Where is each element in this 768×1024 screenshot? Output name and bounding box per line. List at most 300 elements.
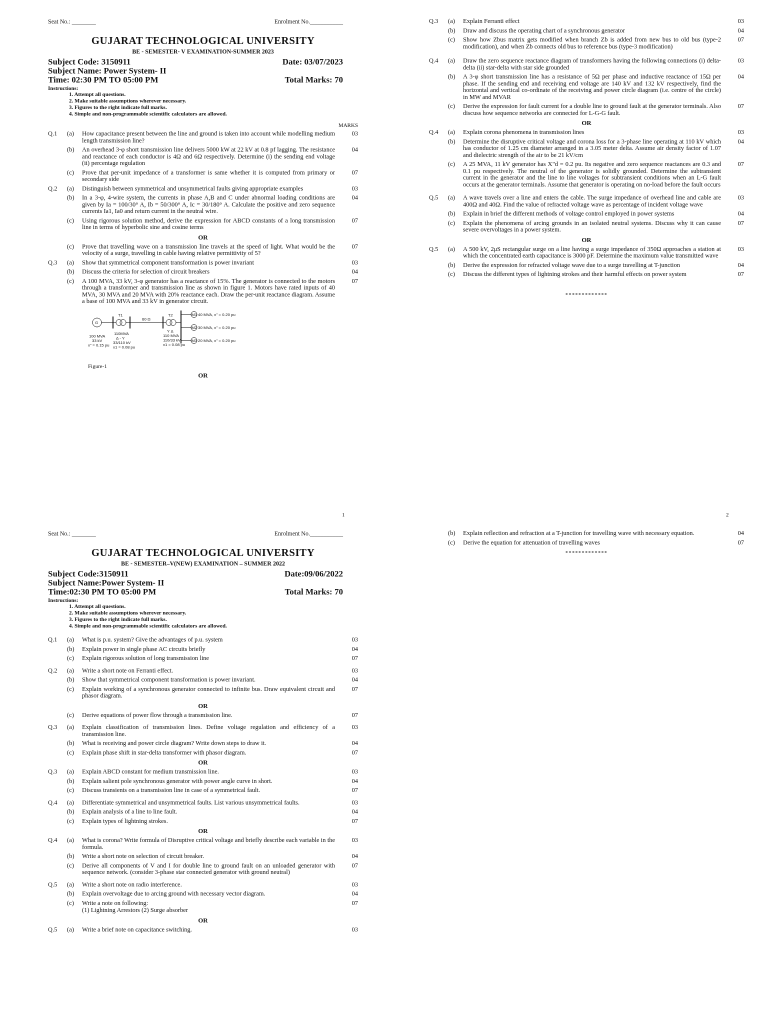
question-text: Show that symmetrical component transformation is power invariant bbox=[82, 258, 255, 266]
question-marks: 07 bbox=[737, 102, 744, 110]
question-part: (b) bbox=[67, 645, 75, 653]
question-marks: 07 bbox=[351, 817, 358, 825]
question-text: Explain the phenomena of arcing grounds in an isolated neutral systems. Discuss why it can cause severe overvoltages in a power system. bbox=[463, 219, 721, 233]
question-part: (c) bbox=[448, 219, 455, 227]
question-part: (c) bbox=[67, 168, 74, 176]
question-text: A 100 MVA, 33 kV, 3-φ generator has a reactance of 15%. The generator is connected to the motors through a transformer and transmission line as shown in figure 1. Motors have rated inputs of 40 MVA, 30 MVA and 20 MVA with 20% reactance each. Draw the per-unit reactance diagram. Assume a base of 100 MVA and 33 kV in generator circuit. bbox=[82, 277, 335, 305]
question-number bbox=[48, 809, 66, 816]
t2-rating-3: 110/33 kV bbox=[163, 337, 181, 343]
question-part: (c) bbox=[448, 538, 455, 546]
question-number bbox=[429, 103, 447, 117]
question-text: In a 3-φ, 4-wire system, the currents in phase A,B and C under abnormal loading conditions are given by Ia = 100/30° A, Ib = 50/300° A, Ic = 30/180° A. Calculate the positive and zero sequence currents Ia1, Ia0 and return current in the neutral wire. bbox=[82, 194, 335, 215]
question-number bbox=[429, 161, 447, 188]
question-row bbox=[429, 58, 744, 72]
instruction-item: 2. Make suitable assumptions wherever necessary. bbox=[69, 610, 187, 616]
seat-enrolment-row bbox=[48, 530, 358, 538]
question-row bbox=[48, 809, 358, 816]
or-separator: OR bbox=[198, 758, 208, 766]
motor-m3-label: M3 bbox=[191, 337, 198, 343]
question-part: (a) bbox=[448, 57, 455, 64]
question-row bbox=[429, 195, 744, 209]
question-text: Write a brief note on capacitance switching. bbox=[82, 925, 192, 933]
exam-date: Date: 03/07/2023 bbox=[282, 57, 343, 67]
question-number bbox=[48, 217, 66, 231]
question-part: (c) bbox=[67, 216, 74, 224]
instruction-item: 4. Simple and non-programmable scientific calculators are allowed. bbox=[69, 111, 227, 117]
question-marks: 03 bbox=[351, 258, 358, 266]
question-text: How capacitance present between the line and ground is taken into account while modelling medium length transmission line? bbox=[82, 130, 335, 144]
question-marks: 04 bbox=[737, 26, 744, 34]
question-text: Explain in brief the different methods of voltage control employed in power systems bbox=[463, 210, 675, 217]
q4-or-block bbox=[429, 129, 744, 188]
question-row bbox=[48, 259, 358, 266]
question-marks: 04 bbox=[351, 739, 358, 747]
question-row bbox=[429, 18, 744, 25]
question-marks: 04 bbox=[737, 529, 744, 537]
question-row bbox=[429, 539, 744, 546]
question-row bbox=[48, 749, 358, 756]
motor-m3-rating: 20 MVA, x" = 0.20 pu bbox=[198, 337, 236, 343]
question-row bbox=[48, 799, 358, 806]
question-number bbox=[48, 243, 66, 257]
question-marks: 03 bbox=[737, 194, 744, 201]
or-separator: OR bbox=[581, 119, 592, 127]
question-part: (b) bbox=[448, 26, 456, 34]
motor-m2-label: M2 bbox=[191, 324, 198, 330]
line-impedance-label: 60 Ω bbox=[142, 316, 151, 322]
question-number bbox=[48, 278, 66, 305]
question-part: (b) bbox=[448, 137, 456, 145]
figure-caption: Figure-1 bbox=[88, 363, 107, 370]
question-text: Explain salient pole synchronous generator with power angle curve in short. bbox=[82, 777, 273, 785]
subject-code: Subject Code: 3150911 bbox=[48, 57, 131, 67]
question-marks: 04 bbox=[351, 676, 358, 683]
question-text: Prove that per-unit impedance of a transformer is same whether it is computed from primary or secondary side bbox=[82, 168, 335, 183]
or-separator: OR bbox=[198, 233, 208, 241]
question-row bbox=[48, 637, 358, 644]
question-part: (b) bbox=[67, 676, 75, 683]
question-part: (c) bbox=[67, 817, 74, 825]
question-part: (a) bbox=[67, 130, 74, 137]
question-number bbox=[429, 271, 447, 278]
question-marks: 03 bbox=[351, 768, 358, 775]
q5-or-rest-block bbox=[429, 530, 744, 546]
end-stars: ************* bbox=[565, 550, 608, 556]
question-marks: 07 bbox=[351, 216, 358, 224]
question-number: Q.3 bbox=[48, 768, 58, 775]
question-text: Write a short note on Ferranti effect. bbox=[82, 666, 174, 674]
or-separator: OR bbox=[198, 371, 208, 379]
question-text: Using rigorous solution method, derive the expression for ABCD constants of a long transmission line in terms of hyperbolic sine and cosine terms bbox=[82, 216, 335, 231]
question-marks: 03 bbox=[351, 925, 358, 933]
question-number: Q.5 bbox=[48, 925, 58, 933]
question-marks: 07 bbox=[737, 538, 744, 546]
question-part: (a) bbox=[67, 836, 74, 844]
question-marks: 07 bbox=[351, 654, 358, 662]
question-row bbox=[429, 211, 744, 218]
question-text: Explain ABCD constant for medium transmission line. bbox=[82, 768, 219, 775]
question-part: (c) bbox=[67, 654, 74, 662]
question-text: An overhead 3-φ short transmission line delivers 5000 kW at 22 kV at 0.8 pf lagging. The resistance and reactance of each conductor is 4Ω and 6Ω respectively. Determine (i) the sending end voltage (ii) percentage regulation bbox=[82, 146, 335, 167]
question-number bbox=[429, 220, 447, 234]
question-row bbox=[429, 103, 744, 117]
or-separator: OR bbox=[198, 701, 208, 710]
paper1-page-1 bbox=[0, 0, 384, 518]
question-text: A wave travels over a line and enters the cable. The surge impedance of overhead line and cable are 400Ω and 40Ω. Find the value of refracted voltage wave as percentage of incident voltage wave bbox=[463, 194, 721, 208]
or-separator: OR bbox=[581, 235, 592, 244]
question-number: Q.1 bbox=[48, 130, 58, 137]
question-part: (a) bbox=[448, 128, 455, 136]
question-marks: 07 bbox=[737, 36, 744, 43]
question-part: (a) bbox=[67, 925, 74, 933]
question-part: (a) bbox=[67, 636, 74, 643]
marks-heading: MARKS bbox=[338, 122, 358, 129]
question-row bbox=[48, 900, 358, 907]
question-number bbox=[429, 539, 447, 546]
question-marks: 03 bbox=[351, 798, 358, 806]
time-row bbox=[48, 76, 358, 85]
question-number bbox=[48, 655, 66, 662]
question-row bbox=[48, 686, 358, 700]
university-title: GUJARAT TECHNOLOGICAL UNIVERSITY bbox=[91, 34, 315, 47]
question-text: What is receiving and power circle diagram? Write down steps to draw it. bbox=[82, 739, 267, 747]
question-text: Prove that travelling wave on a transmission line travels at the speed of light. What would be the velocity of a surge, travelling in cable having relative permittivity of 5? bbox=[82, 242, 335, 257]
instruction-item: 3. Figures to the right indicate full marks. bbox=[69, 104, 167, 111]
question-text: Show that symmetrical component transformation is power invariant. bbox=[82, 676, 256, 683]
q2-block bbox=[48, 185, 358, 231]
total-marks: Total Marks: 70 bbox=[284, 75, 343, 85]
question-row bbox=[48, 740, 358, 747]
or-separator: OR bbox=[198, 916, 208, 924]
motor-m1-label: M1 bbox=[191, 311, 198, 317]
t1-rating-3: 33/110 kV bbox=[113, 339, 131, 345]
question-row bbox=[429, 246, 744, 260]
question-text: Explain Ferranti effect bbox=[463, 17, 520, 25]
question-number: Q.5 bbox=[429, 194, 439, 201]
t1-label: T1 bbox=[118, 312, 123, 318]
question-number bbox=[48, 147, 66, 167]
question-marks: 07 bbox=[737, 270, 744, 278]
instruction-item: 4. Simple and non-programmable scientific calculators are allowed. bbox=[69, 623, 227, 629]
instruction-item: 1. Attempt all questions. bbox=[69, 603, 126, 610]
question-part: (b) bbox=[448, 73, 456, 80]
motor-m2-rating: 30 MVA, x" = 0.20 pu bbox=[198, 324, 236, 330]
question-row bbox=[429, 262, 744, 269]
question-marks: 04 bbox=[351, 777, 358, 785]
instructions-title: Instructions: bbox=[48, 597, 79, 604]
question-text: Discuss the criteria for selection of circuit breakers bbox=[82, 268, 210, 275]
question-text: A 3-φ short transmission line has a resistance of 5Ω per phase and inductive reactance of 15Ω per phase. If the sending end and receiving end voltage are 140 kV and 132 kV respectively, find the horizontal and vertical co-ordinate of the receiving and power circle diagram (i.e. centre of the circle) in MW and MVAR bbox=[463, 73, 721, 101]
question-marks: 03 bbox=[351, 666, 358, 674]
q3-block bbox=[48, 724, 358, 756]
question-number bbox=[48, 677, 66, 684]
exam-time: Time:02:30 PM TO 05:00 PM bbox=[48, 587, 157, 597]
question-number: Q.5 bbox=[429, 245, 439, 253]
paper2-page-2 bbox=[384, 512, 768, 1024]
question-number bbox=[48, 269, 66, 276]
question-part: (b) bbox=[67, 268, 75, 275]
question-marks: 04 bbox=[351, 852, 358, 860]
question-row bbox=[429, 74, 744, 101]
question-number bbox=[48, 778, 66, 785]
question-part: (c) bbox=[448, 36, 455, 43]
seat-enrolment-row bbox=[48, 18, 358, 26]
question-row bbox=[429, 271, 744, 278]
question-number: Q.4 bbox=[48, 798, 58, 806]
question-number bbox=[48, 787, 66, 794]
question-part: (a) bbox=[67, 184, 74, 192]
question-row bbox=[48, 712, 358, 719]
question-text: Discuss the different types of lightning strokes and their harmful effects on power system bbox=[463, 270, 687, 278]
instruction-item: 2. Make suitable assumptions wherever necessary. bbox=[69, 98, 187, 104]
generator-label: G bbox=[95, 319, 99, 325]
question-row bbox=[48, 655, 358, 662]
question-part: (b) bbox=[448, 529, 456, 537]
question-marks: 07 bbox=[351, 861, 358, 869]
question-text: A 25 MVA, 11 kV generator has X"d = 0.2 pu. Its negative and zero sequence reactances are 0.3 and 0.1 pu respectively. The neutral of the generator is solidly grounded. Determine the subtransient current in the generator and the line to line voltages for subtransient conditions when an L-G fault occurs at the generator terminals. Assume that generator is operating on no-load before the fault occurs bbox=[463, 160, 721, 188]
question-marks: 07 bbox=[737, 160, 744, 168]
question-number: Q.3 bbox=[48, 723, 58, 731]
t2-rating-4: x1 = 0.08 pu bbox=[163, 341, 186, 347]
question-marks: 03 bbox=[737, 245, 744, 253]
question-number bbox=[48, 749, 66, 756]
question-marks: 04 bbox=[351, 194, 358, 201]
time-row bbox=[48, 588, 358, 597]
question-row bbox=[429, 37, 744, 51]
exam-date: Date:09/06/2022 bbox=[284, 569, 343, 579]
t2-label: T2 bbox=[168, 312, 173, 318]
question-part: (c) bbox=[67, 711, 74, 719]
gen-rating-1: 100 MVA bbox=[89, 333, 106, 339]
exam-title: BE - SEMESTER- V EXAMINATION-SUMMER 2023 bbox=[132, 48, 274, 55]
question-part: (a) bbox=[67, 798, 74, 806]
question-row bbox=[48, 169, 358, 183]
instructions-title: Instructions: bbox=[48, 85, 79, 92]
question-marks: 03 bbox=[351, 636, 358, 643]
question-number: Q.4 bbox=[48, 836, 58, 844]
q3-or-block bbox=[429, 18, 744, 50]
question-part: (c) bbox=[448, 270, 455, 278]
question-text: What is corona? Write formula of Disruptive critical voltage and briefly describe each variable in the formula. bbox=[82, 836, 335, 851]
question-row bbox=[48, 278, 358, 305]
question-text: Show how Zbus matrix gets modified when branch Zb is added from new bus to old bus (type-2 modification), and when Zb connects old bus to reference bus (type-3 modification) bbox=[463, 36, 721, 50]
q5c-items bbox=[48, 907, 358, 914]
question-row bbox=[48, 185, 358, 192]
question-text: Explain power in single phase AC circuits briefly bbox=[82, 645, 206, 653]
question-part: (a) bbox=[67, 258, 74, 266]
question-marks: 04 bbox=[351, 645, 358, 653]
question-number bbox=[48, 646, 66, 653]
question-row bbox=[48, 881, 358, 888]
question-number: Q.3 bbox=[48, 258, 58, 266]
question-number bbox=[48, 862, 66, 876]
question-row bbox=[48, 677, 358, 684]
question-number: Q.1 bbox=[48, 636, 58, 643]
question-part: (a) bbox=[67, 666, 74, 674]
question-number: Q.4 bbox=[429, 128, 439, 136]
q2-block bbox=[48, 667, 358, 699]
question-marks: 04 bbox=[737, 261, 744, 269]
t1-rating-2: Δ - Y bbox=[116, 335, 125, 341]
question-row bbox=[429, 27, 744, 34]
question-text: Explain analysis of a line to line fault. bbox=[82, 808, 178, 815]
question-text: Distinguish between symmetrical and unsymmetrical faults giving appropriate examples bbox=[82, 184, 304, 192]
question-text: Write a short note on radio interference. bbox=[82, 880, 182, 888]
question-row bbox=[429, 129, 744, 136]
question-row bbox=[429, 161, 744, 188]
question-number bbox=[429, 27, 447, 34]
subject-name: Subject Name:Power System- II bbox=[48, 578, 165, 588]
question-row bbox=[48, 891, 358, 898]
question-marks: 04 bbox=[737, 137, 744, 145]
question-row bbox=[48, 837, 358, 851]
question-part: (b) bbox=[67, 739, 75, 747]
subject-name: Subject Name: Power System- II bbox=[48, 66, 167, 76]
question-part: (b) bbox=[448, 210, 456, 217]
question-part: (b) bbox=[67, 852, 75, 860]
q5-block bbox=[48, 881, 358, 906]
question-part: (a) bbox=[448, 245, 455, 253]
question-row bbox=[48, 243, 358, 257]
q1-block bbox=[48, 637, 358, 662]
question-part: (a) bbox=[67, 723, 74, 731]
question-marks: 07 bbox=[351, 168, 358, 176]
question-text: Determine the disruptive critical voltage and corona loss for a 3-phase line operating at 110 kV which has conductor of 1.25 cm diameter arranged in a 3.05 meter delta. Assume air density factor of 1.07 and dielectric strength of the air to be 21 kV/cm bbox=[463, 137, 721, 159]
question-marks: 03 bbox=[351, 723, 358, 731]
question-text: Explain overvoltage due to arcing ground with necessary vector diagram. bbox=[82, 890, 266, 897]
question-text: A 500 kV, 2μS rectangular surge on a line having a surge impedance of 350Ω approaches a station at which the concentrated earth capacitance is 3000 pF. Determine the maximum value transmitted wave bbox=[463, 245, 721, 259]
q2-or-block bbox=[48, 712, 358, 719]
question-text: Draw the zero sequence reactance diagram of transformers having the following connections (i) delta-delta (ii) star-delta with star side grounded bbox=[463, 57, 721, 71]
question-text: Differentiate symmetrical and unsymmetrical faults. List various unsymmetrical faults. bbox=[82, 798, 300, 806]
t2-rating-1: Y Δ bbox=[167, 328, 174, 334]
q5-block bbox=[429, 195, 744, 234]
question-text: Derive the equation for attenuation of travelling waves bbox=[463, 538, 600, 546]
total-marks: Total Marks: 70 bbox=[284, 587, 343, 597]
question-row bbox=[48, 724, 358, 738]
question-text: Explain rigorous solution of long transmission line bbox=[82, 654, 210, 662]
question-row bbox=[48, 131, 358, 145]
q5-or-block bbox=[429, 246, 744, 278]
question-number bbox=[48, 818, 66, 825]
q2-or-block bbox=[48, 243, 358, 257]
question-row bbox=[48, 926, 358, 933]
question-number bbox=[429, 74, 447, 101]
question-row bbox=[48, 818, 358, 825]
question-row bbox=[48, 147, 358, 167]
exam-time: Time: 02:30 PM TO 05:00 PM bbox=[48, 75, 159, 85]
instruction-item: 1. Attempt all questions. bbox=[69, 91, 126, 98]
question-marks: 04 bbox=[351, 808, 358, 815]
page-number: 2 bbox=[726, 512, 729, 518]
question-text: Explain corona phenomena in transmission lines bbox=[463, 128, 585, 136]
question-row bbox=[48, 862, 358, 876]
seat-no: Seat No.: ________ bbox=[48, 530, 96, 537]
question-marks: 04 bbox=[737, 210, 744, 217]
motor-m1-rating: 40 MVA, x" = 0.20 pu bbox=[198, 311, 236, 317]
question-part: (b) bbox=[67, 146, 75, 153]
question-marks: 07 bbox=[351, 242, 358, 250]
question-part: (b) bbox=[67, 194, 75, 201]
q4-or-block bbox=[48, 837, 358, 876]
question-text: Write a short note on selection of circuit breaker. bbox=[82, 852, 205, 860]
question-number bbox=[429, 211, 447, 218]
question-marks: 03 bbox=[737, 57, 744, 64]
question-marks: 04 bbox=[351, 268, 358, 275]
single-line-diagram bbox=[88, 307, 253, 362]
exam-title: BE - SEMESTER–V(NEW) EXAMINATION – SUMMER 2022 bbox=[121, 560, 285, 567]
question-row bbox=[48, 217, 358, 231]
q5-or-block bbox=[48, 926, 358, 933]
question-number bbox=[48, 900, 66, 907]
question-text: Derive the expression for fault current for a double line to ground fault at the generator terminals. Also discuss how sequence networks are connected for L-G-G fault. bbox=[463, 102, 721, 117]
question-part: (a) bbox=[67, 880, 74, 888]
question-text: Explain working of a synchronous generator connected to infinite bus. Draw equivalent circuit and phasor diagram. bbox=[82, 685, 335, 699]
question-text: Draw and discuss the operating chart of a synchronous generator bbox=[463, 26, 625, 34]
question-marks: 04 bbox=[737, 73, 744, 80]
question-row bbox=[48, 769, 358, 776]
question-number bbox=[48, 853, 66, 860]
question-text: Derive the expression for refracted voltage wave due to a surge travelling at T-junction bbox=[463, 261, 680, 269]
figure-1-diagram bbox=[88, 307, 253, 362]
question-row bbox=[48, 778, 358, 785]
q5c-items-text: (1) Lightning Arrestors (2) Surge absorber bbox=[82, 906, 188, 914]
t1-rating-1: 110MVA bbox=[114, 330, 129, 336]
question-part: (c) bbox=[67, 277, 74, 285]
question-part: (b) bbox=[67, 808, 75, 815]
question-number bbox=[48, 740, 66, 747]
question-part: (a) bbox=[448, 17, 455, 25]
question-marks: 07 bbox=[737, 219, 744, 227]
subject-code: Subject Code:3150911 bbox=[48, 569, 129, 579]
question-part: (b) bbox=[67, 777, 75, 785]
question-row bbox=[48, 646, 358, 653]
question-marks: 07 bbox=[351, 786, 358, 794]
question-marks: 03 bbox=[351, 836, 358, 844]
or-separator: OR bbox=[198, 827, 208, 835]
paper2-page-1 bbox=[0, 512, 384, 1024]
q3-or-block bbox=[48, 769, 358, 794]
question-text: Explain phase shift in star-delta transformer with phasor diagram. bbox=[82, 748, 247, 756]
question-part: (a) bbox=[448, 194, 455, 201]
question-text: Derive equations of power flow through a transmission line. bbox=[82, 711, 233, 719]
q1-block bbox=[48, 131, 358, 183]
question-row bbox=[48, 787, 358, 794]
question-text: Write a note on following: bbox=[82, 899, 149, 907]
enrolment-no: Enrolment No.___________ bbox=[274, 18, 343, 25]
question-row bbox=[48, 667, 358, 674]
question-marks: 03 bbox=[737, 17, 744, 25]
question-marks: 07 bbox=[351, 899, 358, 907]
q4-block bbox=[429, 58, 744, 117]
enrolment-no: Enrolment No.___________ bbox=[274, 530, 343, 537]
question-part: (c) bbox=[67, 861, 74, 869]
question-number bbox=[48, 712, 66, 719]
question-marks: 03 bbox=[351, 130, 358, 137]
question-number bbox=[429, 138, 447, 158]
question-number bbox=[48, 686, 66, 700]
question-text: Explain classification of transmission lines. Define voltage regulation and efficiency of a transmission line. bbox=[82, 723, 335, 738]
question-part: (c) bbox=[67, 899, 74, 907]
question-part: (b) bbox=[67, 890, 75, 897]
question-marks: 07 bbox=[351, 711, 358, 719]
question-marks: 07 bbox=[351, 748, 358, 756]
question-number bbox=[429, 262, 447, 269]
q3-block bbox=[48, 259, 358, 305]
gen-rating-2: 33 kV bbox=[92, 337, 103, 343]
question-row bbox=[429, 530, 744, 537]
question-marks: 04 bbox=[351, 146, 358, 153]
